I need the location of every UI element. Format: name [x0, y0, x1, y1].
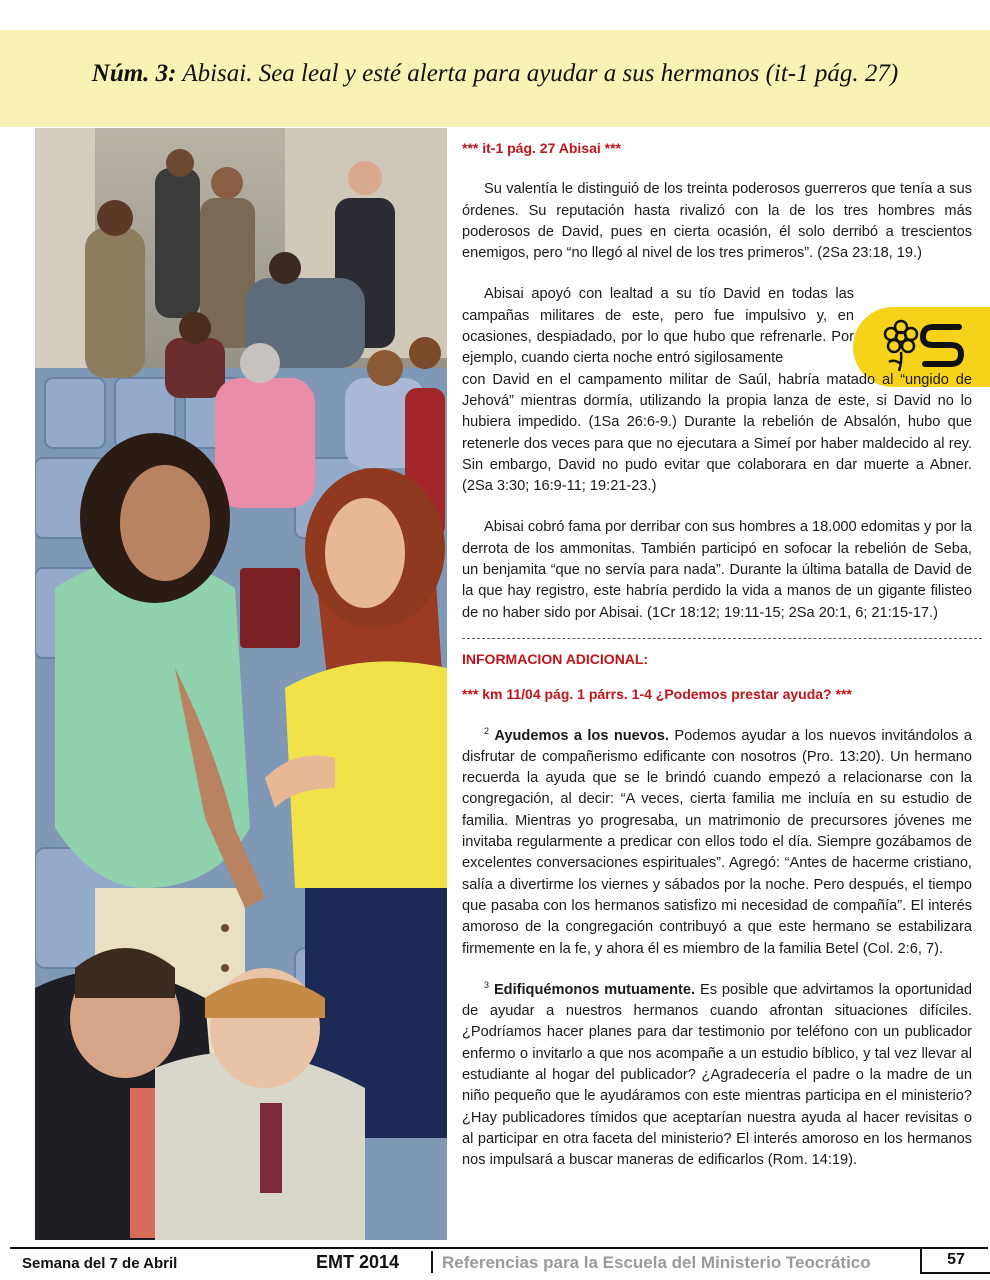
- paragraph-text: Es posible que advirtamos la oportunidad de ayudar a nuestros hermanos cuando afrontan situaciones difíciles. ¿Podríamos hacer planes para dar testimonio por teléfono con un publicador enfermo o invitarlo a que nos acompañe a un estudio bíblico, y tal vez llevar al estudiante al hogar del publicador? ¿Agradecería el padre o la madre de un niño pequeño que le ayudáramos con este mientras participa en el ministerio? ¿Hay publicadores tímidos que aceptarían nuestra ayuda al hacer revisitas o al participar en otra faceta del ministerio? El interés amoroso en los hermanos nos impulsará a buscar maneras de edificarlos (Rom. 14:19).: [462, 981, 972, 1169]
- footer-rule: [10, 1247, 988, 1249]
- title-number: Núm. 3:: [91, 60, 177, 87]
- paragraph-title: Edifiquémonos mutuamente.: [493, 981, 696, 998]
- section-divider: [462, 638, 982, 639]
- paragraph-text: Podemos ayudar a los nuevos invitándolos a disfrutar de compañerismo edificante con nosotros (Pro. 13:20). Un hermano recuerda la ayuda que se le brindó cuando empezó a relacionarse con la congregación, al decir: “A veces, cierta familia me incluía en su estudio de familia. Mientras yo progresaba, un matrimonio de precursores jóvenes me invitaba regularmente a predicar con ellos todo el día. Siempre gozábamos de excelentes conversaciones espirituales”. Agregó: “Antes de hacerme cristiano, salía a divertirme los viernes y sábados por la noche. Pero después, el tiempo que pasaba con los hermanos satisfizo mi necesidad de compañía”. El interés amoroso de la congregación contribuyó a que este hermano se estabilizara firmemente en la fe, y ahora él es miembro de la familia Betel (Col. 2:6, 7).: [462, 727, 972, 957]
- page-number: 57: [920, 1247, 990, 1274]
- footer-emt: EMT 2014: [316, 1252, 400, 1272]
- paragraph-number: 3: [484, 979, 490, 990]
- page-footer: [0, 1246, 990, 1280]
- additional-reference: *** km 11/04 pág. 1 párrs. 1-4 ¿Podemos prestar ayuda? ***: [462, 686, 852, 703]
- text-column: [462, 138, 972, 1191]
- paragraph-title: Ayudemos a los nuevos.: [494, 727, 669, 744]
- title-text: Abisai. Sea leal y esté alerta para ayudar a sus hermanos (it-1 pág. 27): [176, 60, 899, 87]
- article-reference: *** it-1 pág. 27 Abisai ***: [462, 140, 621, 156]
- article-paragraph-3: Abisai cobró fama por derribar con sus hombres a 18.000 edomitas y por la derrota de los ammonitas. También participó en sofocar la rebelión de Seba, un benjamita “que no servía para nada”. Durante la última batalla de David de la que hay registro, este habría perdido la vida a manos de un gigante filisteo de no haber sido por Abisai. (1Cr 18:12; 19:11-15; 2Sa 20:1, 6; 21:15-17.): [462, 519, 972, 621]
- congregation-photo: [35, 128, 447, 1240]
- page-title: [0, 60, 990, 88]
- footer-reference: Referencias para la Escuela del Ministerio Teocrático: [442, 1253, 871, 1272]
- paragraph-number: 2: [484, 725, 490, 736]
- footer-week: Semana del 7 de Abril: [22, 1255, 178, 1272]
- additional-heading: INFORMACION ADICIONAL:: [462, 650, 649, 667]
- additional-paragraph-2: [462, 726, 972, 960]
- article-paragraph-2-continued: con David en el campamento militar de Saúl, habría matado al “ungido de Jehová” mientras dormía, utilizando la propia lanza de este, si David no lo hubiera impedido. (1Sa 26:6-9.) Durante la rebelión de Absalón, hubo que retenerle dos veces para que no ejecutara a Simeí por haber maldecido al rey. Sin embargo, David no pudo evitar que colaborara en dar muerte a Abner. (2Sa 3:30; 16:9-11; 19:21-23.): [462, 371, 972, 495]
- article-paragraph-2: Abisai apoyó con lealtad a su tío David en todas las campañas militares de este, pero fue impulsivo y, en ocasiones, despiadado, por lo que hubo que refrenarle. Por ejemplo, cuando cierta noche entró sigilosamente: [462, 286, 854, 367]
- footer-separator: [431, 1251, 433, 1273]
- article-paragraph-1: Su valentía le distinguió de los treinta poderosos guerreros que tenía a sus órdenes. Su reputación hasta rivalizó con la de los tres hombres más poderosos de David, pues en cierta ocasión, él solo derribó a trescientos enemigos, pero “no llegó al nivel de los tres primeros”. (2Sa 23:18, 19.): [462, 181, 972, 262]
- additional-paragraph-3: [462, 980, 972, 1172]
